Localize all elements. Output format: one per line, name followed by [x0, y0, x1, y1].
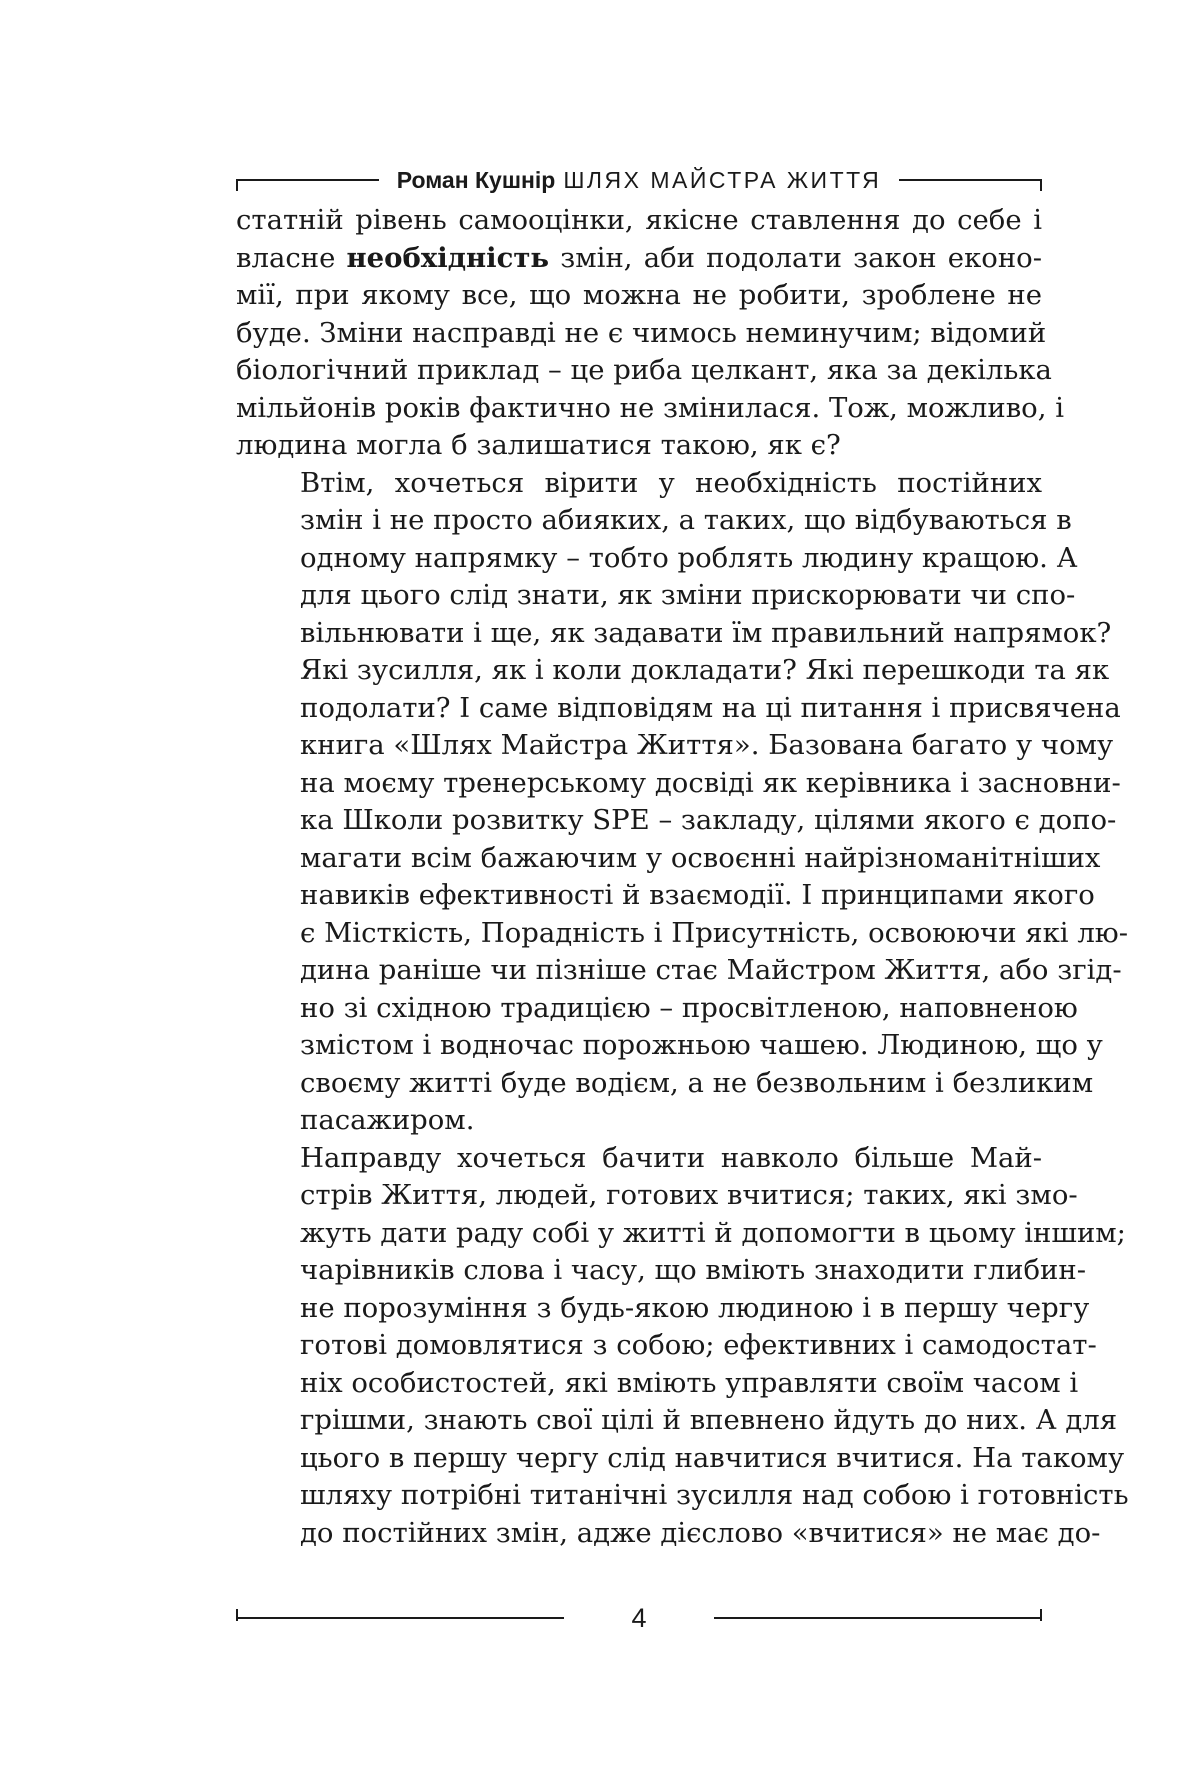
text-line: Направду хочеться бачити навколо більше Май- [300, 1141, 1042, 1174]
text-line: мії, при якому все, що можна не робити, зроблене не [236, 279, 1042, 311]
text-line: є Місткість, Порадність і Присутність, освоюючи які лю- [300, 916, 1129, 949]
text-line: буде. Зміни насправді не є чимось неминучим; відомий [236, 316, 1047, 349]
header-author: Роман Кушнір [396, 166, 556, 193]
emphasized-word: необхідність [346, 241, 550, 274]
text-line: статній рівень самооцінки, якісне ставлення до себе і [236, 204, 1042, 236]
text-line: до постійних змін, адже дієслово «вчитися» не має до- [300, 1516, 1101, 1549]
paragraph [236, 202, 1065, 465]
text-line: дина раніше чи пізніше стає Майстром Життя, або згід- [300, 954, 1122, 986]
header-rule-left [236, 179, 379, 181]
text-line: шляху потрібні титанічні зусилля над собою і готовність [300, 1479, 1129, 1511]
text-line: магати всім бажаючим у освоєнні найрізноманітніших [300, 841, 1101, 874]
header-book-title: ШЛЯХ МАЙСТРА ЖИТТЯ [563, 166, 882, 193]
text-line: грішми, знають свої цілі й впевнено йдуть до них. А для [300, 1404, 1118, 1436]
text-line: змін і не просто абияких, а таких, що відбуваються в [300, 504, 1072, 536]
text-line: біологічний приклад – це риба целкант, яка за декілька [236, 354, 1052, 386]
text-line: цього в першу чергу слід навчитися вчитися. На такому [300, 1441, 1125, 1474]
text-line: пасажиром. [300, 1104, 475, 1136]
text-line [236, 240, 1042, 278]
text-line: книга «Шлях Майстра Життя». Базована багато у чому [300, 729, 1114, 761]
text-line: одному напрямку – тобто роблять людину кращою. А [300, 541, 1078, 574]
text-run: змін, аби подолати закон еконо- [549, 241, 1043, 274]
page-body [236, 202, 1129, 1552]
text-line: чарівників слова і часу, що вміють знаходити глибин- [300, 1254, 1086, 1286]
text-line: вільнювати і ще, як задавати їм правильний напрямок? [300, 616, 1112, 649]
running-header [236, 158, 1042, 202]
text-line: готові домовлятися з собою; ефективних і самодостат- [300, 1329, 1097, 1361]
text-line: Втім, хочеться вірити у необхідність постійних [300, 466, 1042, 499]
text-run: власне [236, 241, 347, 274]
text-line: на моєму тренерському досвіді як керівника і засновни- [300, 766, 1121, 799]
footer-rule-left [236, 1617, 564, 1619]
text-line: навиків ефективності й взаємодії. І принципами якого [300, 879, 1095, 911]
text-line: не порозуміння з будь-якою людиною і в першу чергу [300, 1291, 1090, 1324]
text-line: но зі східною традицією – просвітленою, наповненою [300, 991, 1078, 1024]
text-line: ка Школи розвитку SPE – закладу, цілями якого є допо- [300, 804, 1117, 836]
paragraph [236, 1140, 1129, 1553]
text-line: жуть дати раду собі у житті й допомогти в цьому іншим; [300, 1216, 1126, 1249]
header-rule-right [899, 179, 1042, 181]
text-line: Які зусилля, як і коли докладати? Які перешкоди та як [300, 654, 1110, 686]
page-footer [236, 1598, 1042, 1638]
paragraph [236, 465, 1129, 1140]
text-line: подолати? І саме відповідям на ці питання і присвячена [300, 691, 1121, 724]
text-line: людина могла б залишатися такою, як є? [236, 429, 841, 461]
text-line: змістом і водночас порожньою чашею. Людиною, що у [300, 1029, 1103, 1061]
text-line: ніх особистостей, які вміють управляти своїм часом і [300, 1366, 1079, 1399]
page-number: 4 [631, 1602, 647, 1633]
text-line: стрів Життя, людей, готових вчитися; таких, які змо- [300, 1179, 1078, 1211]
text-line: своєму житті буде водієм, а не безвольним і безликим [300, 1066, 1094, 1099]
footer-rule-right [714, 1617, 1042, 1619]
text-line: мільйонів років фактично не змінилася. Тож, можливо, і [236, 391, 1065, 424]
text-line: для цього слід знати, як зміни прискорювати чи спо- [300, 579, 1076, 611]
